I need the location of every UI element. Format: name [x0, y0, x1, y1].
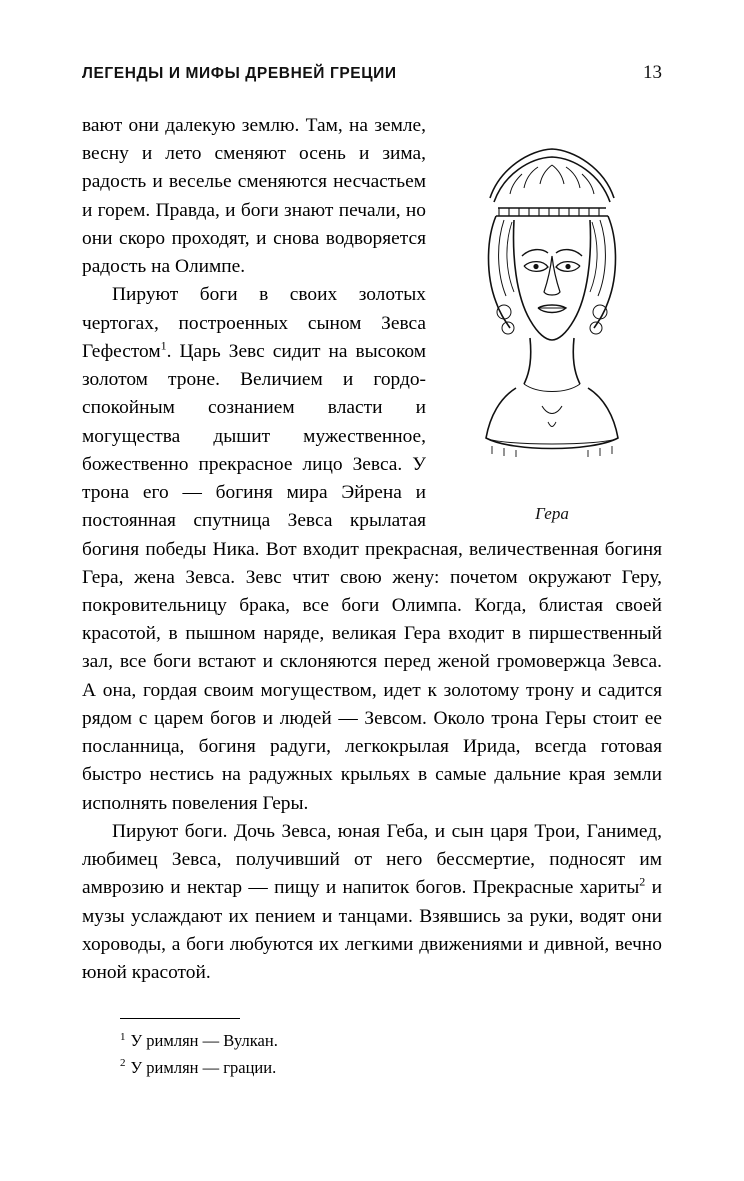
- footnote-item-text: У римлян — грации.: [130, 1057, 277, 1077]
- paragraph-2-text-part-2: . Царь Зевс сидит на высоком золотом троне. Величием и гордо-спокойным сознанием власти и могущества дышит мужественное, божественно прекрасное лицо Зевса. У трона его — богиня мира Эйрена и постоянная спутница Зевса крылатая богиня победы Ника. Вот входит прекрасная, величественная богиня Гера, жена Зевса. Зевс чтит свою жену: почетом окружают Геру, покровительницу брака, все боги Олимпа. Когда, блистая своей красотой, в пышном наряде, великая Гера входит в пиршественный зал, все боги встают и склоняются перед женой громовержца Зевса. А она, гордая своим могуществом, идет к золотому трону и садится рядом с царем богов и людей — Зевсом. Около трона Геры стоит ее посланница, богиня радуги, легкокрылая Ирида, всегда готовая быстро нестись на радужных крыльях в самые дальние края земли исполнять повеления Геры.: [82, 340, 662, 814]
- footnote-item: [120, 1029, 540, 1054]
- figure-hera: [442, 116, 662, 524]
- page-content: [82, 112, 662, 987]
- figure-caption: Гера: [535, 504, 569, 523]
- footnote-divider: [120, 1018, 240, 1019]
- page-header: [82, 62, 662, 84]
- paragraph-2-text-part-1: Пируют боги в своих золотых чертогах, построенных сыном Зевса Гефестом: [82, 284, 426, 362]
- paragraph-3: [82, 818, 662, 987]
- engraving-bust-of-hera-icon: [452, 116, 652, 496]
- footnote-marker-2[interactable]: 2: [639, 874, 646, 889]
- footnote-item-marker: 2: [120, 1057, 126, 1070]
- footnote-item-marker: 1: [120, 1030, 126, 1043]
- paragraph-3-text-part-2: и музы услаждают их пением и танцами. Взявшись за руки, водят они хороводы, а боги любуются их легкими движениями и дивной, вечно юной красотой.: [82, 877, 662, 984]
- paragraph-3-text-part-1: Пируют боги. Дочь Зевса, юная Геба, и сын царя Трои, Ганимед, любимец Зевса, получивший от него бессмертие, подносят им амврозию и нектар — пищу и напиток богов. Прекрасные хариты: [82, 820, 662, 899]
- paragraph-1: вают они далекую землю. Там, на земле, весну и лето сменяют осень и зима, радость и веселье сменяются несчастьем и горем. Правда, и боги знают печали, но они скоро проходят, и снова водворяется радость на Олимпе.: [82, 115, 426, 278]
- footnotes-section: [120, 1018, 540, 1083]
- page-number: 13: [643, 62, 662, 83]
- running-title: ЛЕГЕНДЫ И МИФЫ ДРЕВНЕЙ ГРЕЦИИ: [82, 65, 397, 82]
- footnote-item: [120, 1056, 540, 1081]
- footnote-item-text: У римлян — Вулкан.: [130, 1031, 278, 1050]
- footnote-marker-1[interactable]: 1: [160, 338, 167, 353]
